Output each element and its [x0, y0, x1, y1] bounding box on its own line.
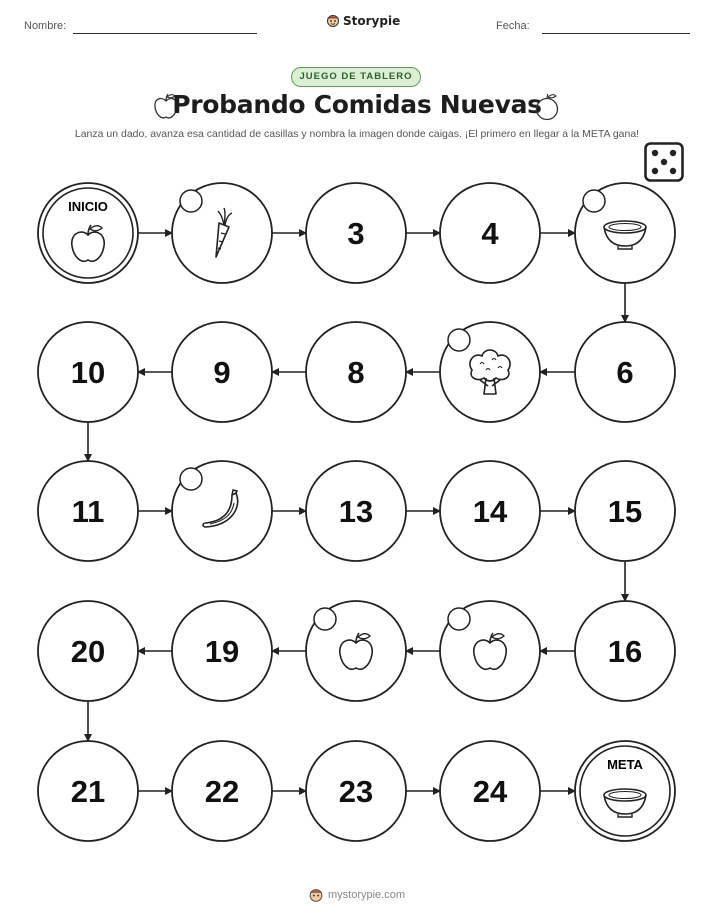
- board-space-6: [575, 322, 675, 422]
- board-space-14: [440, 461, 540, 561]
- space-number: 13: [338, 494, 374, 529]
- board-space-20: [38, 601, 138, 701]
- storypie-mascot-icon: [308, 887, 324, 903]
- space-number: 6: [616, 355, 634, 390]
- brand-name: Storypie: [343, 13, 401, 28]
- space-number-badge: [314, 608, 336, 630]
- footer-site[interactable]: mystorypie.com: [328, 889, 406, 901]
- board-space-13: [306, 461, 406, 561]
- category-badge: JUEGO DE TABLERO: [291, 67, 421, 87]
- board-space-19: [172, 601, 272, 701]
- board-space-11: [38, 461, 138, 561]
- instructions: Lanza un dado, avanza esa cantidad de casillas y nombra la imagen donde caigas. ¡El primero en llegar a la META gana!: [74, 128, 640, 140]
- board-space-12: [172, 461, 272, 561]
- space-number: 22: [204, 774, 240, 809]
- space-number-badge: [180, 468, 202, 490]
- board-space-2: [172, 183, 272, 283]
- space-number: 8: [347, 355, 365, 390]
- board-space-5: [575, 183, 675, 283]
- page-title: Probando Comidas Nuevas: [172, 90, 542, 119]
- space-number-badge: [448, 329, 470, 351]
- space-number: 9: [213, 355, 231, 390]
- space-number: 10: [70, 355, 106, 390]
- space-number: 21: [70, 774, 106, 809]
- board-space-16: [575, 601, 675, 701]
- board-space-15: [575, 461, 675, 561]
- space-number: 24: [472, 774, 508, 809]
- space-number: 11: [71, 494, 105, 529]
- space-label: INICIO: [68, 199, 108, 214]
- board-space-18: [306, 601, 406, 701]
- space-number: 15: [607, 494, 643, 529]
- name-label: Nombre:: [24, 20, 67, 32]
- footer: [308, 887, 405, 903]
- board-space-9: [172, 322, 272, 422]
- space-label: META: [607, 757, 643, 772]
- board-space-24: [440, 741, 540, 841]
- space-number: 14: [472, 494, 508, 529]
- board-space-17: [440, 601, 540, 701]
- board-space-22: [172, 741, 272, 841]
- board-space-4: [440, 183, 540, 283]
- space-number: 20: [70, 634, 106, 669]
- space-number: 19: [204, 634, 240, 669]
- board-space-3: [306, 183, 406, 283]
- space-number: 23: [338, 774, 374, 809]
- date-label: Fecha:: [496, 20, 530, 32]
- space-number: 3: [347, 216, 365, 251]
- goal-space: [575, 741, 675, 841]
- space-number: 16: [607, 634, 643, 669]
- board-space-7: [440, 322, 540, 422]
- board-space-23: [306, 741, 406, 841]
- start-space: [38, 183, 138, 283]
- board-space-8: [306, 322, 406, 422]
- board-space-10: [38, 322, 138, 422]
- space-number-badge: [583, 190, 605, 212]
- board-space-21: [38, 741, 138, 841]
- space-number: 4: [481, 216, 499, 251]
- space-number-badge: [448, 608, 470, 630]
- space-number-badge: [180, 190, 202, 212]
